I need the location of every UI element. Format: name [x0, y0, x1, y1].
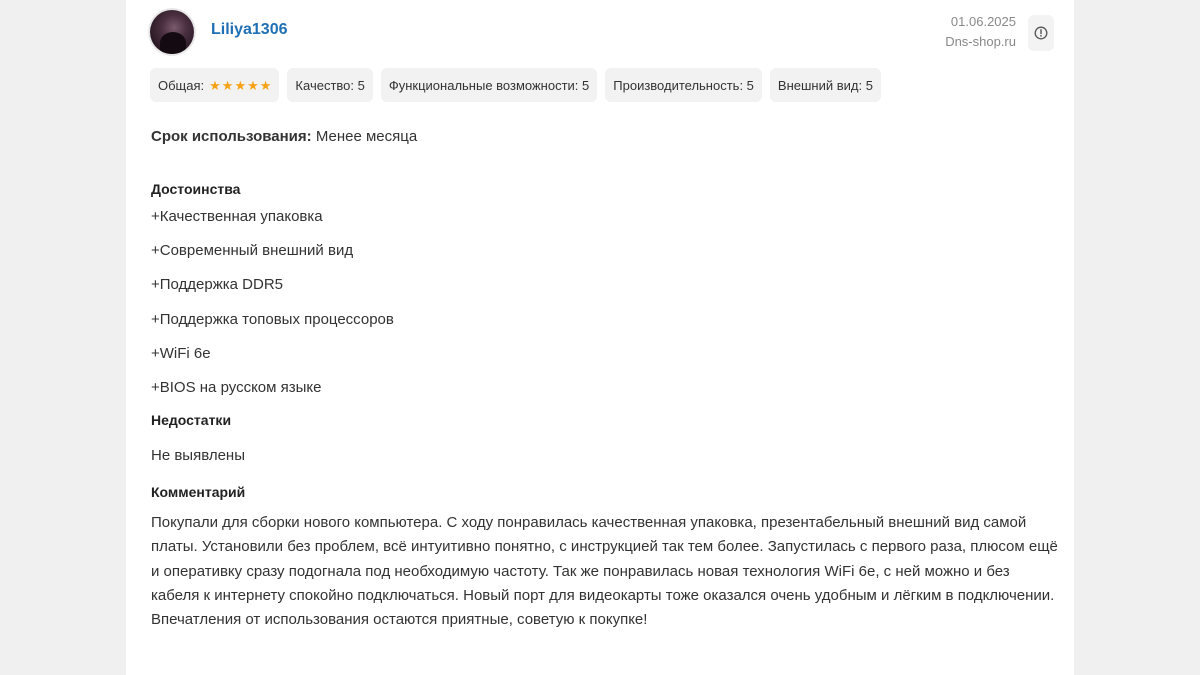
comment-title: Комментарий [151, 484, 246, 501]
cons-title: Недостатки [151, 412, 232, 429]
star-icon: ★ [234, 77, 247, 93]
comment-text: Покупали для сборки нового компьютера. С ходу понравилась качественная упаковка, презентабельный внешний вид самой платы. Установили без проблем, всё интуитивно понятно, с инструкцией так тем более. Запустилась с первого раза, плюсом ещё и оперативку сразу подогнала под необходимую частоту. Так же понравилась новая технология WiFi 6e, с ней можно и без кабеля к интернету спокойно подключаться. Новый порт для видеокарты тоже оказался очень удобным и лёгким в подключении. Впечатления от использования остаются приятные, советую к покупке! [151, 514, 1058, 629]
pros-title: Достоинства [151, 181, 241, 197]
rating-overall-label: Общая: [158, 77, 205, 93]
rating-performance-chip: Производительность: 5 [605, 68, 762, 102]
cons-text: Не выявлены [151, 447, 245, 465]
review-header [150, 10, 1052, 56]
review-card [126, 0, 1074, 675]
usage-label: Срок использования: [151, 128, 312, 145]
review-meta [945, 12, 1016, 52]
pros-item: +WiFi 6e [151, 344, 211, 362]
star-icon: ★ [221, 77, 234, 93]
star-icon: ★ [259, 77, 272, 93]
review-body [151, 118, 1061, 633]
info-circle-icon [1034, 26, 1048, 40]
info-button[interactable] [1028, 15, 1054, 51]
star-icon: ★ [247, 77, 259, 93]
usage-period [151, 118, 1061, 158]
avatar[interactable] [150, 10, 194, 54]
rating-functionality-chip: Функциональные возможности: 5 [381, 68, 597, 102]
pros-item: +Современный внешний вид [151, 242, 354, 260]
author-name-link[interactable]: Liliya1306 [211, 21, 288, 38]
pros-item: +Поддержка DDR5 [151, 276, 284, 294]
rating-stars [209, 79, 271, 92]
pros-item: +Поддержка топовых процессоров [151, 310, 394, 328]
rating-appearance-chip: Внешний вид: 5 [770, 68, 881, 102]
ratings-bar [150, 68, 881, 102]
review-date: 01.06.2025 [950, 14, 1016, 29]
pros-item: +Качественная упаковка [151, 208, 323, 225]
usage-value: Менее месяца [315, 128, 418, 145]
pros-item: +BIOS на русском языке [151, 378, 322, 396]
star-icon: ★ [209, 77, 221, 93]
review-source: Dns-shop.ru [945, 34, 1016, 49]
rating-overall-chip [150, 68, 279, 102]
rating-quality-chip: Качество: 5 [287, 68, 372, 102]
pros-list [151, 200, 1061, 405]
